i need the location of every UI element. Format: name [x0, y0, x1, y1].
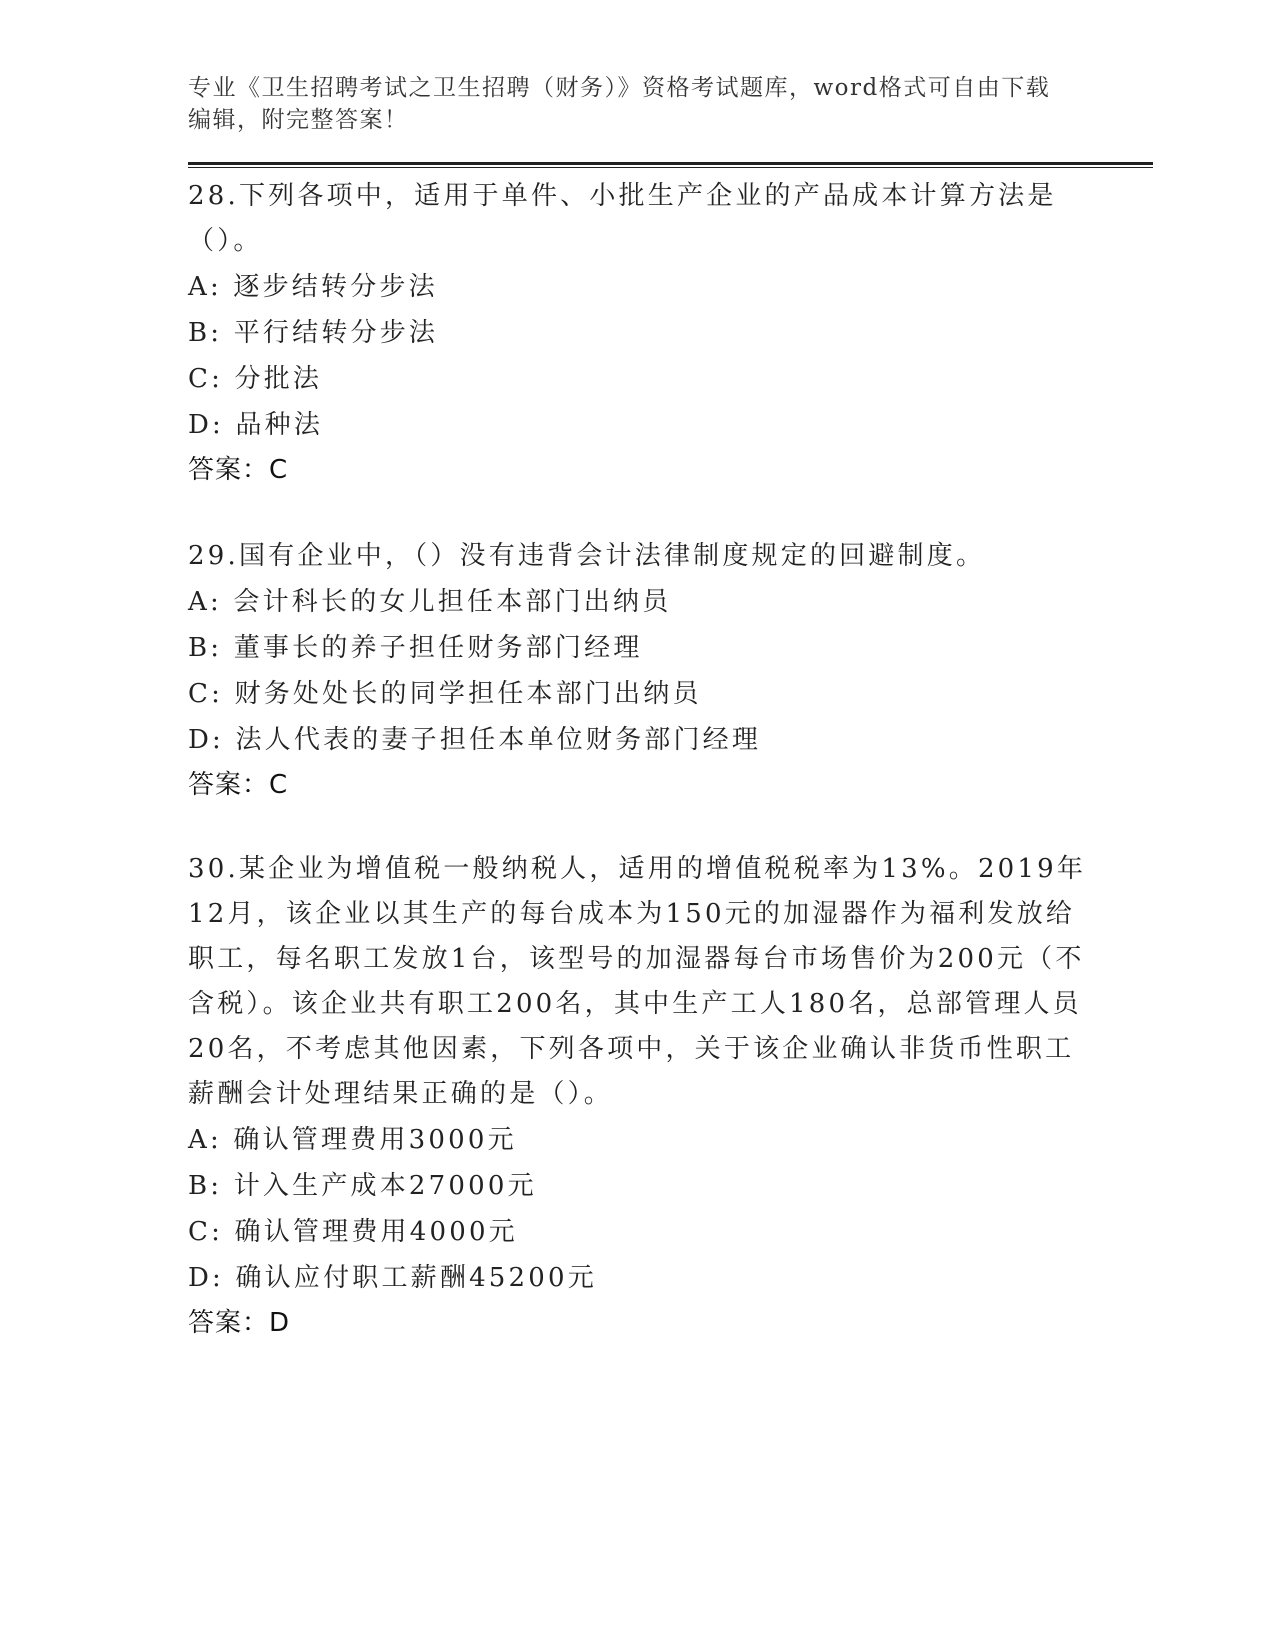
option-d: D: 确认应付职工薪酬45200元: [188, 1263, 597, 1293]
question-30: [188, 847, 1088, 1345]
header-divider: [188, 162, 1153, 168]
option-c: C: 财务处处长的同学担任本部门出纳员: [188, 679, 702, 709]
answer-line: 答案：D: [188, 1308, 291, 1338]
question-stem: 28.下列各项中，适用于单件、小批生产企业的产品成本计算方法是（）。: [188, 181, 1057, 256]
option-d: D: 品种法: [188, 410, 324, 440]
question-29: [188, 534, 1088, 807]
answer-line: 答案：C: [188, 770, 289, 800]
document-header: 专业《卫生招聘考试之卫生招聘（财务）》资格考试题库，word格式可自由下载编辑，附完整答案！: [188, 75, 1051, 133]
question-stem: 30.某企业为增值税一般纳税人，适用的增值税税率为13%。2019年12月，该企业以其生产的每台成本为150元的加湿器作为福利发放给职工，每名职工发放1台，该型号的加湿器每台市场售价为200元（不含税）。该企业共有职工200名，其中生产工人180名，总部管理人员20名，不考虑其他因素，下列各项中，关于该企业确认非货币性职工薪酬会计处理结果正确的是（）。: [188, 854, 1087, 1109]
question-28: [188, 174, 1088, 492]
option-a: A: 确认管理费用3000元: [188, 1125, 517, 1155]
option-c: C: 分批法: [188, 364, 323, 394]
option-d: D: 法人代表的妻子担任本单位财务部门经理: [188, 725, 762, 755]
option-a: A: 会计科长的女儿担任本部门出纳员: [188, 587, 672, 617]
option-b: B: 平行结转分步法: [188, 318, 439, 348]
document-page: [188, 72, 1088, 1345]
divider-thin-line: [188, 167, 1153, 168]
option-c: C: 确认管理费用4000元: [188, 1217, 518, 1247]
option-b: B: 计入生产成本27000元: [188, 1171, 537, 1201]
option-b: B: 董事长的养子担任财务部门经理: [188, 633, 643, 663]
question-stem: 29.国有企业中，（）没有违背会计法律制度规定的回避制度。: [188, 541, 986, 571]
divider-thick-line: [188, 162, 1153, 165]
option-a: A: 逐步结转分步法: [188, 272, 438, 302]
answer-line: 答案：C: [188, 455, 289, 485]
